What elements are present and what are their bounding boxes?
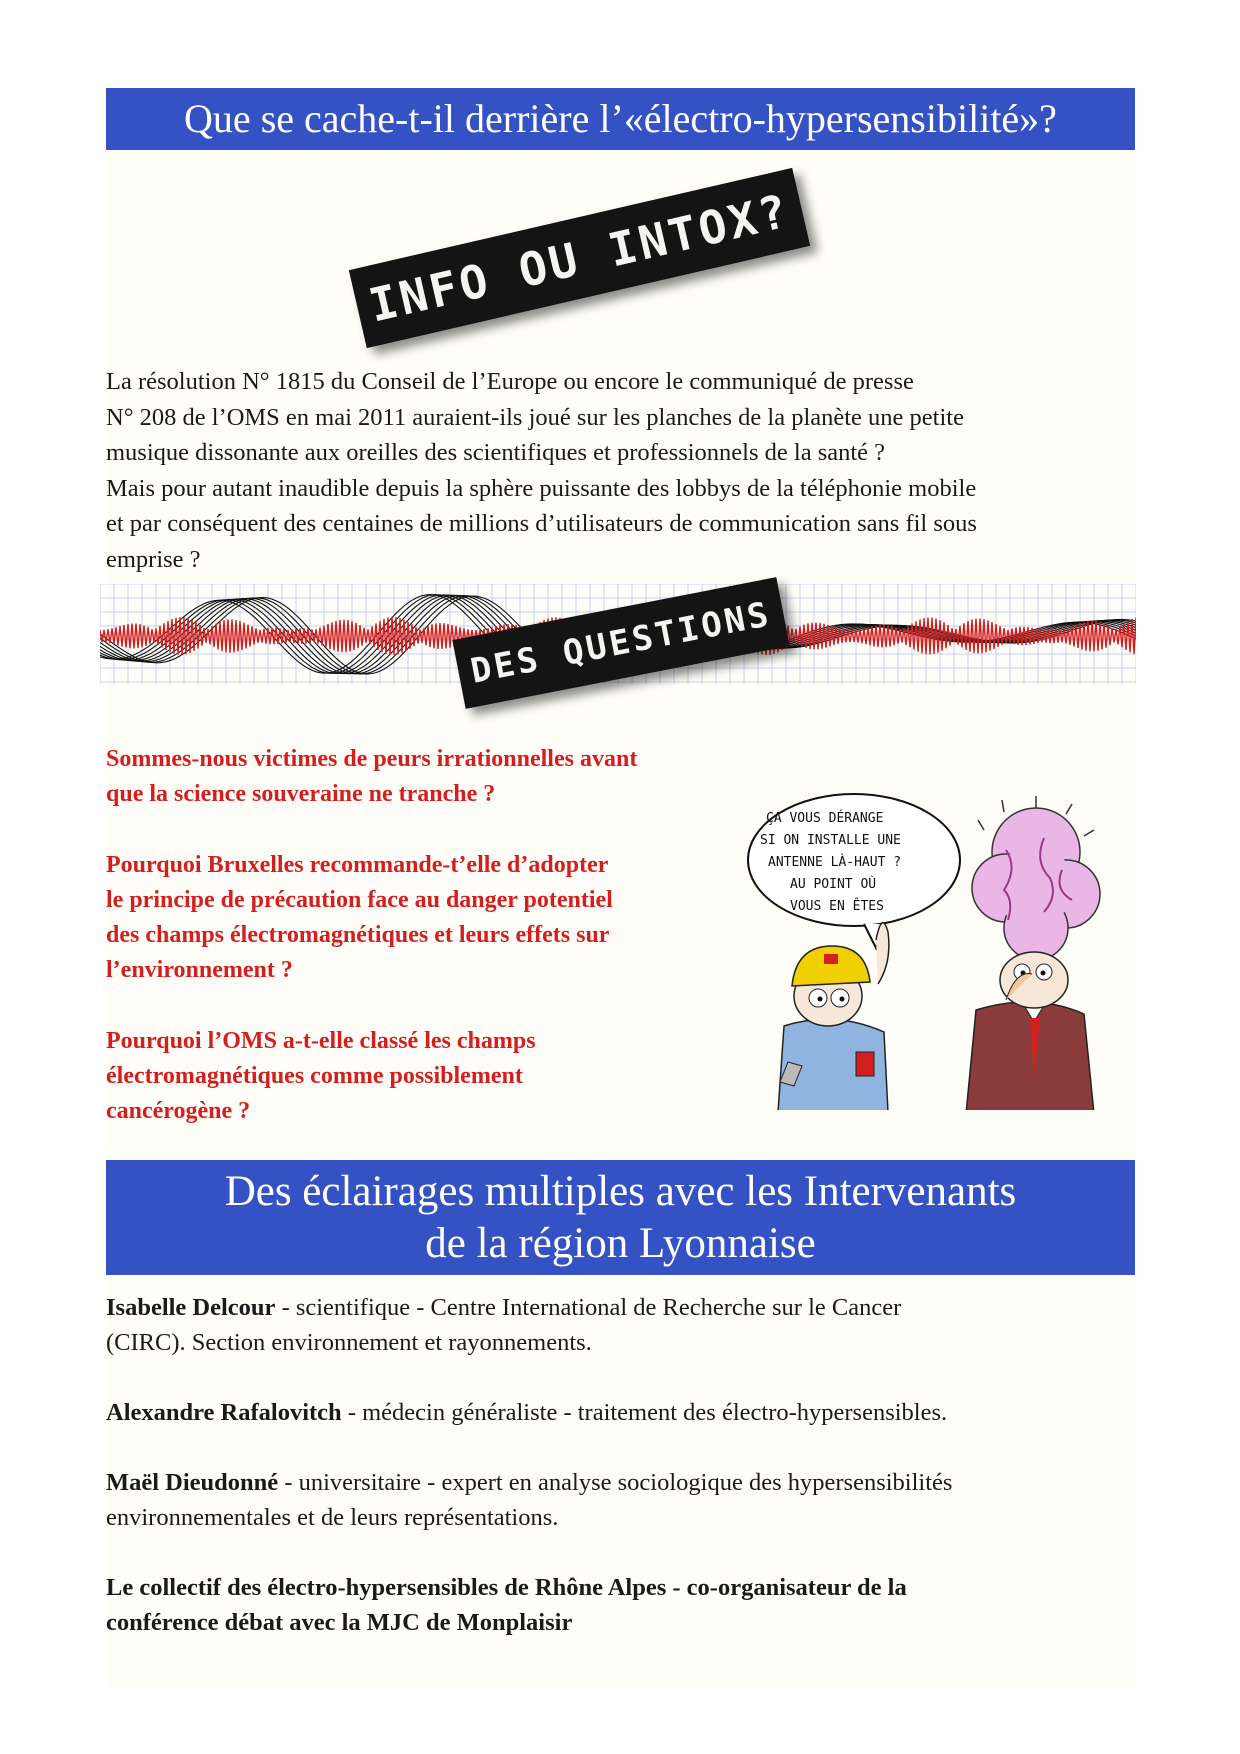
speakers-title-line1: Des éclairages multiples avec les Intervenants	[224, 1168, 1017, 1215]
worker-figure	[778, 923, 889, 1110]
speakers-banner	[106, 1160, 1135, 1275]
collective-entry: Le collectif des électro-hypersensibles de Rhône Alpes - co-organisateur de la conférence débat avec la MJC de Monplaisir	[106, 1574, 907, 1636]
speakers-title-line2: de la région Lyonnaise	[425, 1220, 816, 1267]
speakers-list	[106, 1290, 1136, 1675]
question-item: Sommes-nous victimes de peurs irrationnelles avant que la science souveraine ne tranche ?	[106, 746, 638, 807]
intro-line: Mais pour autant inaudible depuis la sphère puissante des lobbys de la téléphonie mobile	[106, 474, 977, 502]
question-item: Pourquoi l’OMS a-t-elle classé les champs électromagnétiques comme possiblement cancérogène ?	[106, 1028, 536, 1124]
speaker-entry	[106, 1465, 1136, 1535]
speaker-entry	[106, 1395, 1136, 1430]
speaker-desc: - scientifique - Centre International de Recherche sur le Cancer	[275, 1294, 902, 1321]
svg-text:VOUS EN ÊTES: VOUS EN ÊTES	[790, 899, 884, 914]
intro-line: N° 208 de l’OMS en mai 2011 auraient-ils joué sur les planches de la planète une petite	[106, 403, 964, 431]
questions-list	[106, 742, 746, 1165]
svg-text:AU POINT OÙ: AU POINT OÙ	[790, 877, 877, 892]
svg-text:ANTENNE LÀ-HAUT ?: ANTENNE LÀ-HAUT ?	[768, 855, 902, 870]
speaker-name: Maël Dieudonné	[106, 1469, 279, 1496]
speaker-desc: - universitaire - expert en analyse sociologique des hypersensibilités	[278, 1469, 953, 1496]
intro-paragraph	[106, 364, 1136, 577]
intro-line: La résolution N° 1815 du Conseil de l’Europe ou encore le communiqué de presse	[106, 368, 914, 395]
page-title: Que se cache-t-il derrière l’«électro-hypersensibilité»?	[184, 96, 1057, 141]
speaker-name: Alexandre Rafalovitch	[106, 1399, 342, 1426]
speaker-desc: - médecin généraliste - traitement des électro-hypersensibles.	[341, 1399, 948, 1426]
speaker-desc-cont: environnementales et de leurs représentations.	[106, 1504, 559, 1531]
svg-text:ÇA VOUS DÉRANGE: ÇA VOUS DÉRANGE	[766, 811, 884, 826]
intro-line: et par conséquent des centaines de millions d’utilisateurs de communication sans fil sous	[106, 510, 977, 537]
exploding-head-cloud	[972, 796, 1100, 960]
intro-line: musique dissonante aux oreilles des scientifiques et professionnels de la santé ?	[106, 439, 886, 466]
questions-stamp: DES QUESTIONS	[452, 577, 789, 709]
page-title-banner	[106, 88, 1135, 150]
speaker-entry	[106, 1290, 1136, 1360]
question-item: Pourquoi Bruxelles recommande-t’elle d’adopter le principe de précaution face au danger potentiel des champs électromagnétiques et leurs effets sur l’environnement ?	[106, 852, 613, 983]
cartoon-illustration	[744, 790, 1124, 1110]
speaker-desc-cont: (CIRC). Section environnement et rayonnements.	[106, 1329, 592, 1356]
info-intox-stamp: INFO OU INTOX?	[349, 168, 810, 348]
intro-line: emprise ?	[106, 545, 201, 573]
suited-man	[966, 952, 1094, 1110]
speaker-name: Isabelle Delcour	[106, 1294, 276, 1321]
svg-text:SI ON INSTALLE UNE: SI ON INSTALLE UNE	[760, 833, 901, 848]
